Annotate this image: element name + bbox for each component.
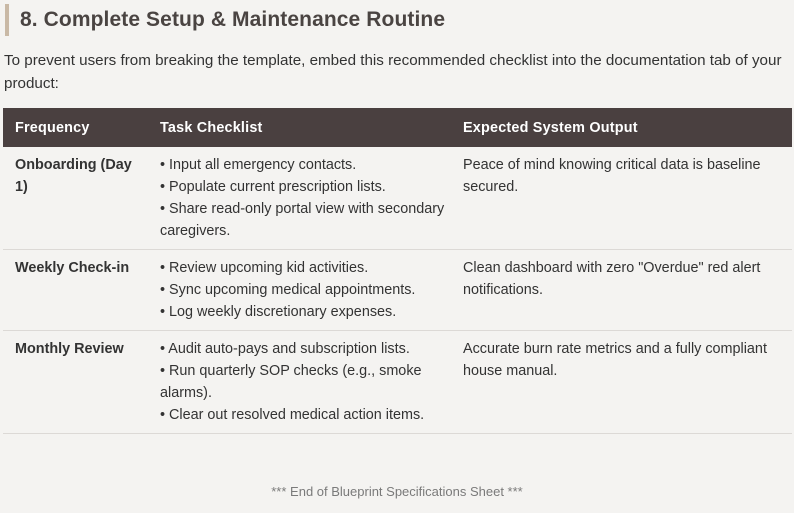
task-item: • Clear out resolved medical action items. bbox=[160, 407, 425, 423]
frequency-cell: Monthly Review bbox=[3, 331, 148, 434]
output-cell: Clean dashboard with zero "Overdue" red alert notifications. bbox=[451, 250, 792, 331]
task-cell bbox=[148, 147, 451, 250]
task-list bbox=[160, 154, 445, 242]
task-list bbox=[160, 338, 445, 426]
header-frequency: Frequency bbox=[15, 119, 90, 136]
task-item: • Populate current prescription lists. bbox=[160, 179, 386, 195]
end-of-sheet-note: *** End of Blueprint Specifications Sheet *** bbox=[271, 484, 523, 499]
section-heading bbox=[5, 4, 445, 36]
intro-paragraph: To prevent users from breaking the template, embed this recommended checklist into the documentation tab of your product: bbox=[4, 52, 782, 92]
table-row bbox=[3, 331, 792, 434]
frequency-cell: Onboarding (Day 1) bbox=[3, 147, 148, 250]
maintenance-checklist-table bbox=[3, 108, 792, 434]
task-cell bbox=[148, 331, 451, 434]
header-task-checklist: Task Checklist bbox=[160, 119, 263, 136]
frequency-cell: Weekly Check-in bbox=[3, 250, 148, 331]
task-item: • Review upcoming kid activities. bbox=[160, 260, 369, 276]
task-list bbox=[160, 257, 445, 323]
section-title: 8. Complete Setup & Maintenance Routine bbox=[20, 8, 446, 31]
table-header-row bbox=[3, 108, 792, 147]
output-cell: Peace of mind knowing critical data is baseline secured. bbox=[451, 147, 792, 250]
task-item: • Share read-only portal view with secondary caregivers. bbox=[160, 201, 445, 239]
task-item: • Audit auto-pays and subscription lists. bbox=[160, 341, 410, 357]
task-item: • Run quarterly SOP checks (e.g., smoke alarms). bbox=[160, 363, 422, 401]
table-row bbox=[3, 250, 792, 331]
task-item: • Input all emergency contacts. bbox=[160, 157, 357, 173]
task-item: • Sync upcoming medical appointments. bbox=[160, 282, 416, 298]
task-item: • Log weekly discretionary expenses. bbox=[160, 304, 397, 320]
task-cell bbox=[148, 250, 451, 331]
output-cell: Accurate burn rate metrics and a fully compliant house manual. bbox=[451, 331, 792, 434]
header-expected-output: Expected System Output bbox=[463, 119, 638, 136]
table-row bbox=[3, 147, 792, 250]
